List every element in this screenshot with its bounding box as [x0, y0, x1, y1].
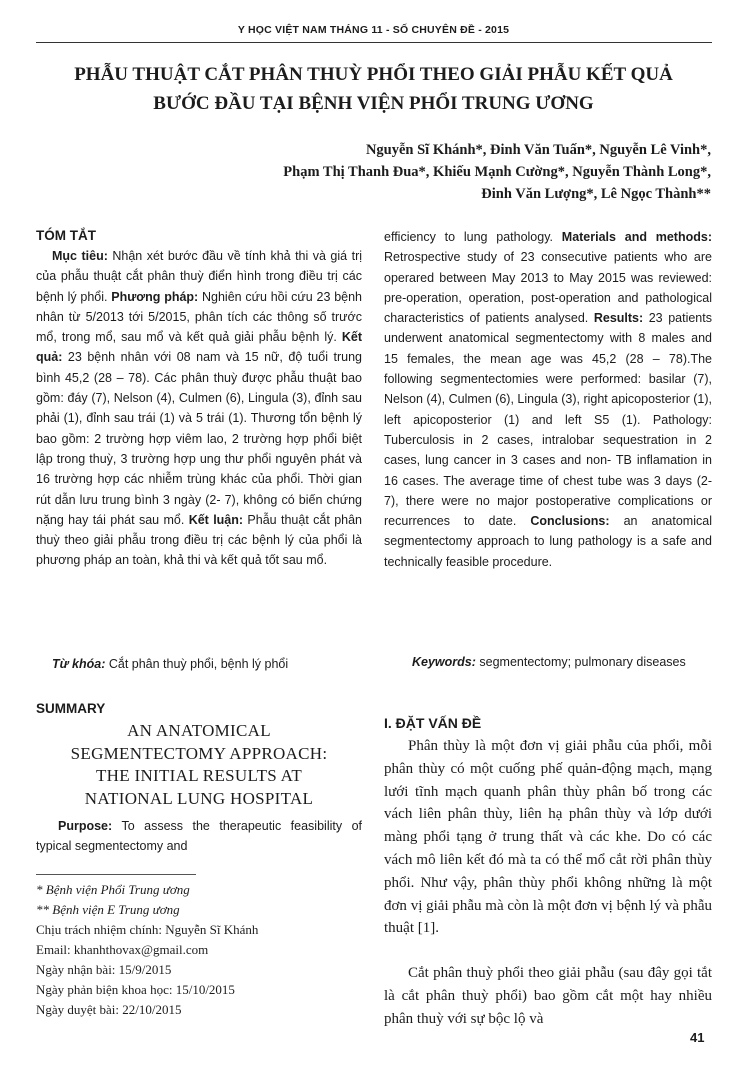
results-en-text: 23 patients underwent anatomical segmentectomy with 8 males and 15 females, the mean age was 45,2 (28 – 78).The following segmentectomies were performed: basilar (7), Nelson (4), Culmen (6), Lingula (3), right apicoposterior (1), left apicoposterior (1) and left S5 (1). Pathology: Tuberculosis in 2 cases, intralobar sequestration in 2 cases, lung cancer in 3 cases and non- TB inflamation in 16 cases. The average time of chest tube was 3 days (2-7), there were no major postoperative complications or recurrences to date. [384, 311, 712, 529]
summary-purpose [36, 816, 362, 857]
purpose-label: Purpose: [58, 819, 113, 833]
keywords-vi-label: Từ khóa: [52, 657, 106, 671]
results-text: 23 bệnh nhân với 08 nam và 15 nữ, độ tuổi trung bình 45,2 (28 – 78). Các phân thuỳ được phẫu thuật bao gồm: đáy (7), Nelson (4), Culmen (6), Lingula (3), đỉnh sau phải (1), đỉnh sau trái (1) và 5 trái (1). Thương tổn bệnh lý bao gồm: 2 trường hợp viêm lao, 2 trường hợp phổi biệt lập trong thuỳ, 3 trường hợp ung thư phổi nguyên phát và 16 trường hợp các nhiễm trùng khác của phổi. Thời gian rút dẫn lưu trung bình 3 ngày (2- 7), không có biến chứng nặng hay tái phát sau mổ. [36, 350, 362, 527]
purpose-text: To assess the therapeutic feasibility of typical segmentectomy and [36, 819, 362, 854]
summary-continued-text: efficiency to lung pathology. [384, 230, 562, 244]
summary-heading: SUMMARY [36, 701, 106, 716]
keywords-en-label: Keywords: [412, 655, 476, 669]
introduction-paragraph: Cắt phân thuỳ phổi theo giải phẫu (sau đây gọi tắt là cắt phân thuỳ phổi) bao gồm cắt một hay nhiều phân thuỳ với sự bộc lộ và [384, 965, 712, 1027]
footnote-received: Ngày nhận bài: 15/9/2015 [36, 962, 172, 977]
english-title-line: AN ANATOMICAL [127, 721, 271, 740]
title-line: PHẪU THUẬT CẮT PHÂN THUỲ PHỔI THEO GIẢI PHẪU KẾT QUẢ [74, 64, 673, 85]
title-line: BƯỚC ĐẦU TẠI BỆNH VIỆN PHỔI TRUNG ƯƠNG [153, 93, 594, 114]
author-list [150, 139, 711, 205]
footnote-rule [36, 874, 196, 875]
header-rule [36, 42, 712, 43]
introduction-paragraph: Phân thùy là một đơn vị giải phẫu của phổi, mỗi phân thùy có một cuống phế quản-động mạch, mạng lưới tĩnh mạch quanh phân thùy phân bố trong các vách liên phân thùy, liên hạ phân thùy và lớp dưới màng phổi tạng ở trung thất và các khe. Do có các vách mô liên kết đó mà ta có thể mổ cắt rời phân thùy phổi. Như vậy, phân thùy phổi không những là một đơn vị giải phẫu mà còn là một đơn vị bệnh lý và phẫu thuật [1]. [384, 738, 712, 937]
english-title [36, 720, 362, 810]
footnotes [36, 880, 362, 1020]
conclusion-label: Kết luận: [188, 512, 244, 527]
summary-body [384, 227, 712, 572]
page-number: 41 [690, 1030, 705, 1045]
article-title [40, 60, 707, 118]
footnote-reviewed: Ngày phản biện khoa học: 15/10/2015 [36, 982, 235, 997]
conclusions-text: an anatomical segmentectomy approach to lung pathology is a safe and technically feasible procedure. [384, 514, 712, 569]
author-line: Phạm Thị Thanh Đua*, Khiếu Mạnh Cường*, Nguyễn Thành Long*, [283, 164, 711, 180]
footnote-responsible: Chịu trách nhiệm chính: Nguyễn Sĩ Khánh [36, 922, 259, 937]
footnote-affiliation: ** Bệnh viện E Trung ương [36, 902, 180, 917]
author-line: Đinh Văn Lượng*, Lê Ngọc Thành** [481, 186, 711, 202]
abstract-heading: TÓM TẮT [36, 228, 96, 243]
objective-label: Mục tiêu: [52, 249, 108, 263]
keywords-en-text: segmentectomy; pulmonary diseases [475, 655, 686, 669]
footnote-email: Email: khanhthovax@gmail.com [36, 942, 209, 957]
keywords-vi-text: Cắt phân thuỳ phổi, bệnh lý phổi [105, 657, 289, 671]
conclusions-label: Conclusions: [530, 514, 610, 529]
footnote-affiliation: * Bệnh viện Phổi Trung ương [36, 882, 190, 897]
methods-label: Materials and methods: [561, 230, 712, 244]
footnote-approved: Ngày duyệt bài: 22/10/2015 [36, 1002, 182, 1017]
english-title-line: NATIONAL LUNG HOSPITAL [84, 788, 314, 808]
method-text: Nghiên cứu hồi cứu 23 bệnh nhân từ 5/2013 tới 5/2015, phân tích các thông số trước mổ, trong mổ, sau mổ và kết quả giải phẫu bệnh lý. [36, 289, 362, 345]
abstract-vi-body [36, 246, 362, 571]
conclusion-text: Phẫu thuật cắt phân thuỳ theo giải phẫu trong điều trị các bệnh lý của phổi là phương pháp an toàn, khả thi và kết quả tốt sau mổ. [36, 512, 362, 568]
methods-text: Retrospective study of 23 consecutive patients who are operared between May 2013 to May 2015 was reviewed: pre-operation, operation, post-operation and pathological characteristics of patients analysed. [384, 250, 712, 326]
keywords-vi [36, 654, 362, 674]
running-header: Y HỌC VIỆT NAM THÁNG 11 - SỐ CHUYÊN ĐỀ - 2015 [237, 24, 510, 36]
objective-text: Nhận xét bước đầu về tính khả thi và giá trị của phẫu thuật cắt phân thuỳ điển hình trong điều trị các bệnh lý phổi. [36, 249, 363, 304]
section-heading-introduction: I. ĐẶT VẤN ĐỀ [384, 715, 482, 731]
results-label: Kết quả: [36, 330, 362, 365]
author-line: Nguyễn Sĩ Khánh*, Đinh Văn Tuấn*, Nguyễn Lê Vinh*, [365, 142, 711, 158]
english-title-line: SEGMENTECTOMY APPROACH: [70, 743, 328, 763]
results-en-label: Results: [593, 311, 644, 326]
english-title-line: THE INITIAL RESULTS AT [95, 766, 303, 785]
method-label: Phương pháp: [111, 289, 199, 304]
keywords-en [384, 652, 712, 672]
